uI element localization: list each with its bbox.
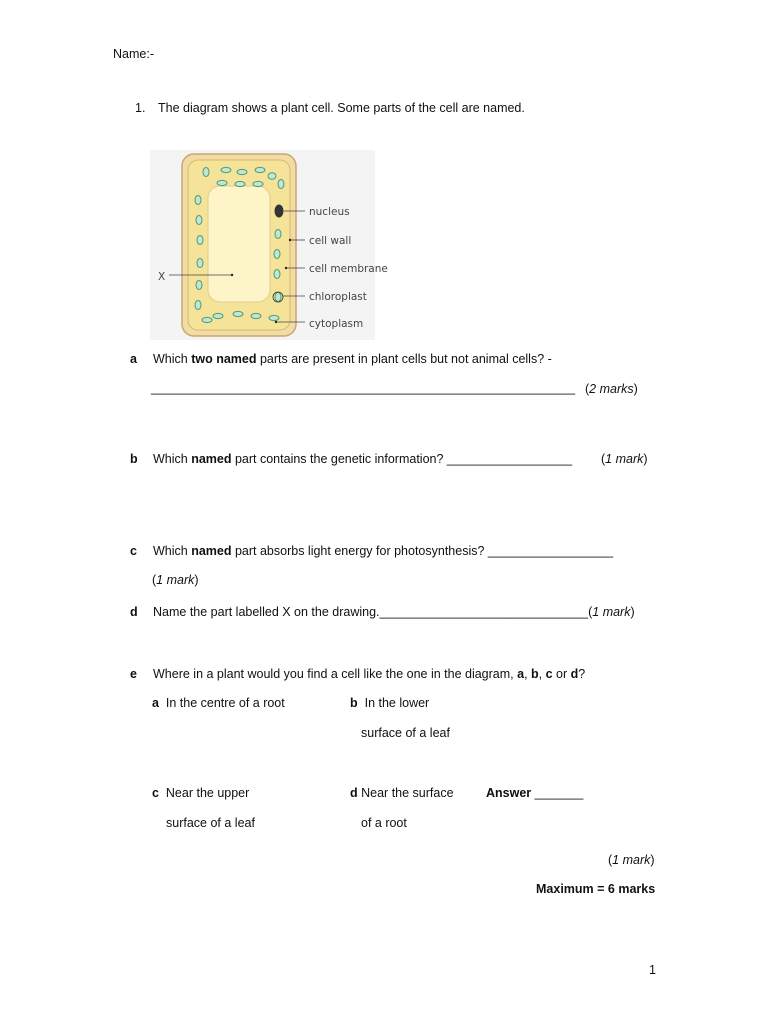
option-c-line2: surface of a leaf <box>166 816 255 830</box>
option-a-text: In the centre of a root <box>165 696 285 710</box>
answer-e-label: Answer <box>486 786 532 800</box>
question-e-opt-b: b <box>531 667 539 681</box>
question-d-text[interactable] <box>153 605 635 619</box>
option-d-line1: Near the surface <box>361 786 454 800</box>
marks-b-text: 1 mark <box>605 452 644 466</box>
question-b-post: part contains the genetic information? __________________ <box>231 452 573 466</box>
option-b <box>350 696 429 710</box>
option-d-letter: d <box>350 786 358 800</box>
question-e-pre: Where in a plant would you find a cell like the one in the diagram, <box>153 667 518 681</box>
marks-b <box>601 452 648 466</box>
marks-c-text: 1 mark <box>156 573 195 587</box>
answer-line-a[interactable]: _____________________________________________________________ <box>151 381 576 395</box>
question-e-opt-a: a <box>517 667 525 681</box>
marks-d-close: ) <box>630 605 635 619</box>
question-e-or: or <box>552 667 571 681</box>
question-e-text <box>153 667 585 681</box>
question-b-pre: Which <box>153 452 192 466</box>
option-a <box>152 696 285 710</box>
question-letter-a: a <box>130 352 137 366</box>
nucleus-shape <box>275 205 284 218</box>
marks-a-open: ( <box>585 382 590 396</box>
label-nucleus: nucleus <box>309 206 350 218</box>
plant-cell-diagram <box>150 150 390 340</box>
marks-e-open: ( <box>608 853 613 867</box>
marks-c-open: ( <box>152 573 157 587</box>
marks-e-text: 1 mark <box>612 853 651 867</box>
question-a-post: parts are present in plant cells but not animal cells? - <box>256 352 552 366</box>
option-d-line2: of a root <box>361 816 407 830</box>
label-x: X <box>158 271 166 283</box>
marks-b-open: ( <box>601 452 606 466</box>
page-number: 1 <box>649 963 656 977</box>
question-a-pre: Which <box>153 352 192 366</box>
marks-e <box>608 853 655 867</box>
option-b-line2: surface of a leaf <box>361 726 450 740</box>
option-a-letter: a <box>152 696 159 710</box>
question-a-text <box>153 352 552 366</box>
question-c-bold: named <box>191 544 232 558</box>
label-cell-wall: cell wall <box>309 235 352 247</box>
question-b-text[interactable] <box>153 452 572 466</box>
label-cell-membrane: cell membrane <box>309 263 388 275</box>
vacuole-shape <box>208 186 270 302</box>
question-letter-c: c <box>130 544 137 558</box>
question-letter-e: e <box>130 667 137 681</box>
option-c <box>152 786 249 800</box>
question-e-comma1: , <box>524 667 532 681</box>
question-e-opt-d: d <box>570 667 579 681</box>
question-d-body: Name the part labelled X on the drawing.______________________________ <box>153 605 589 619</box>
question-a-bold: two named <box>191 352 257 366</box>
option-b-letter: b <box>350 696 358 710</box>
marks-a-close: ) <box>633 382 638 396</box>
marks-e-close: ) <box>650 853 655 867</box>
label-cytoplasm: cytoplasm <box>309 318 364 330</box>
question-letter-d: d <box>130 605 138 619</box>
question-e-comma2: , <box>538 667 546 681</box>
marks-c <box>152 573 199 587</box>
marks-d-open: ( <box>588 605 593 619</box>
label-chloroplast: chloroplast <box>309 291 367 303</box>
question-e-qmark: ? <box>578 667 586 681</box>
option-d <box>350 786 454 800</box>
option-c-line1: Near the upper <box>165 786 250 800</box>
name-label: Name:- <box>113 47 154 61</box>
marks-b-close: ) <box>643 452 648 466</box>
option-b-line1: In the lower <box>364 696 430 710</box>
marks-a <box>585 382 638 396</box>
marks-d-text: 1 mark <box>592 605 631 619</box>
question-c-pre: Which <box>153 544 192 558</box>
question-number: 1. <box>135 101 146 115</box>
question-c-text[interactable] <box>153 544 613 558</box>
answer-e-blank[interactable]: _______ <box>531 786 584 800</box>
marks-a-text: 2 marks <box>589 382 634 396</box>
question-e-opt-c: c <box>545 667 553 681</box>
marks-c-close: ) <box>194 573 199 587</box>
question-intro: The diagram shows a plant cell. Some parts of the cell are named. <box>158 101 525 115</box>
maximum-marks: Maximum = 6 marks <box>536 882 656 896</box>
question-c-post: part absorbs light energy for photosynthesis? __________________ <box>231 544 614 558</box>
question-b-bold: named <box>191 452 232 466</box>
answer-e[interactable] <box>486 786 583 800</box>
option-c-letter: c <box>152 786 159 800</box>
question-letter-b: b <box>130 452 138 466</box>
